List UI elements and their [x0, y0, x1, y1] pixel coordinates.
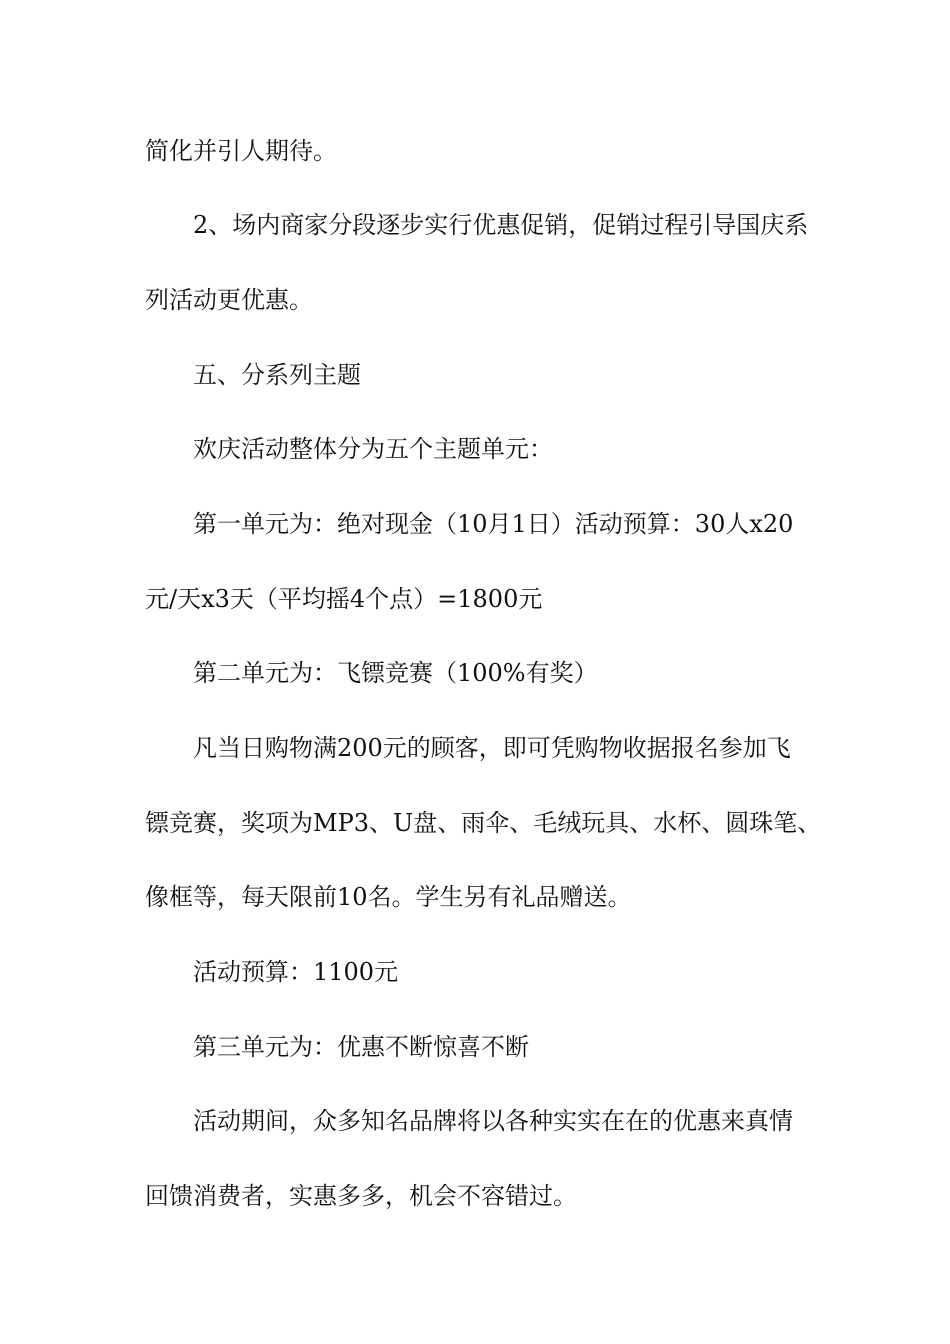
paragraph-line: 像框等，每天限前10名。学生另有礼品赠送。 [145, 883, 632, 911]
paragraph-line: 镖竞赛，奖项为MP3、U盘、雨伞、毛绒玩具、水杯、圆珠笔、 [145, 809, 822, 837]
paragraph-line: 2、场内商家分段逐步实行优惠促销，促销过程引导国庆系 [193, 211, 809, 239]
paragraph-line: 第二单元为：飞镖竞赛（100%有奖） [193, 659, 598, 687]
paragraph-line: 活动预算：1100元 [193, 958, 399, 986]
paragraph-line: 活动期间，众多知名品牌将以各种实实在在的优惠来真情 [193, 1107, 793, 1135]
paragraph-line: 列活动更优惠。 [145, 286, 313, 314]
paragraph-line: 欢庆活动整体分为五个主题单元： [193, 435, 553, 463]
paragraph-line: 元/天x3天（平均摇4个点）=1800元 [145, 585, 543, 613]
paragraph-line: 回馈消费者，实惠多多，机会不容错过。 [145, 1182, 577, 1210]
paragraph-line: 第三单元为：优惠不断惊喜不断 [193, 1033, 529, 1061]
section-heading: 五、分系列主题 [193, 361, 361, 389]
paragraph-line: 第一单元为：绝对现金（10月1日）活动预算：30人x20 [193, 510, 794, 538]
paragraph-line: 简化并引人期待。 [145, 137, 337, 165]
paragraph-line: 凡当日购物满200元的顾客，即可凭购物收据报名参加飞 [193, 734, 791, 762]
